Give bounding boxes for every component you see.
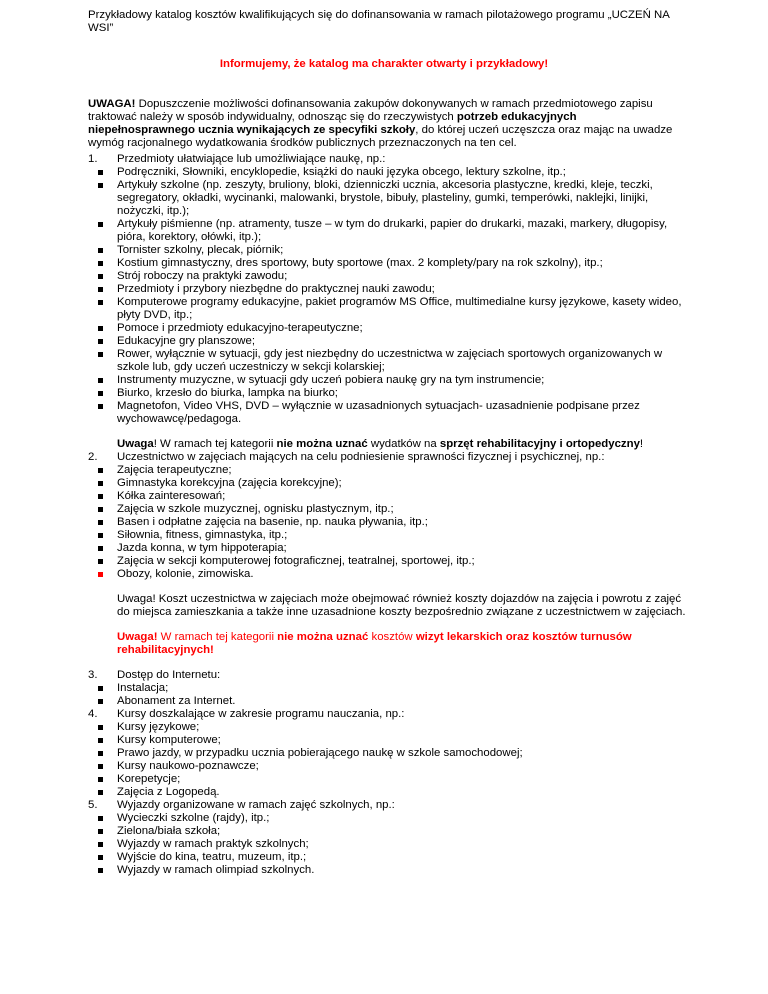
list-item: Artykuły szkolne (np. zeszyty, bruliony, bloki, dzienniczki ucznia, akcesoria plastyczne, kredki, kleje, teczki, segregatory, okładki, wycinanki, malowanki, brystole, bibuły, plasteliny, gumki, temperówki, naklejki, linijki, nożyczki, itp.); [88,179,688,218]
bullet-square-icon [98,699,103,704]
bullet-square-icon [98,855,103,860]
list-item: Zajęcia w szkole muzycznej, ognisku plastycznym, itp.; [88,503,688,516]
section-number: 2. [88,451,98,463]
intro-paragraph [88,98,684,150]
list-item: Zajęcia terapeutyczne; [88,464,688,477]
list-item: Kółka zainteresowań; [88,490,688,503]
list-item: Gimnastyka korekcyjna (zajęcia korekcyjne); [88,477,688,490]
section-2-note: Uwaga! Koszt uczestnictwa w zajęciach może obejmować również koszty dojazdów na zajęcia i powrotu z zajęć do miejsca zamieszkania a także inne uzasadnione koszty bezpośrednio związane z uczestnictwem w zajęciach. [117,593,686,618]
section-4-title: 4. Kursy doszkalające w zakresie programu nauczania, np.: [88,708,405,720]
bullet-square-icon [98,339,103,344]
list-item: Rower, wyłącznie w sytuacji, gdy jest niezbędny do uczestnictwa w zajęciach sportowych organizowanych w szkole lub, gdy uczeń uczestniczy w sekcji kolarskiej; [88,348,688,374]
bullet-square-icon [98,764,103,769]
bullet-square-icon [98,326,103,331]
list-item: Zajęcia z Logopedą. [88,786,688,799]
section-1-title: 1. Przedmioty ułatwiające lub umożliwiające naukę, np.: [88,153,386,165]
cost-categories-list [88,153,688,877]
list-item: Podręczniki, Słowniki, encyklopedie, książki do nauki języka obcego, lektury szkolne, itp.; [88,166,688,179]
list-item: Basen i odpłatne zajęcia na basenie, np. nauka pływania, itp.; [88,516,688,529]
bullet-square-icon [98,481,103,486]
document-header: Przykładowy katalog kosztów kwalifikujących się do dofinansowania w ramach pilotażowego programu „UCZEŃ NA WSI” [88,9,670,34]
bullet-square-icon [98,287,103,292]
list-item: Instalacja; [88,682,688,695]
list-item: Prawo jazdy, w przypadku ucznia pobierającego naukę w szkole samochodowej; [88,747,688,760]
list-item: Pomoce i przedmioty edukacyjno-terapeutyczne; [88,322,688,335]
bullet-square-icon [98,248,103,253]
list-item: Jazda konna, w tym hippoterapia; [88,542,688,555]
bullet-square-icon [98,725,103,730]
intro-emphasis: potrzeb edukacyjnych niepełnosprawnego ucznia wynikających ze specyfiki szkoły [88,111,577,136]
intro-text-2: , do której uczeń uczęszcza oraz mając na uwadze wymóg racjonalnego wydatkowania środków publicznych przeznaczonych na ten cel. [88,124,673,149]
list-item: Magnetofon, Video VHS, DVD – wyłącznie w uzasadnionych sytuacjach- uzasadnienie podpisane przez wychowawcę/pedagoga. [88,400,688,426]
bullet-square-icon [98,572,103,577]
list-item: Przedmioty i przybory niezbędne do praktycznej nauki zawodu; [88,283,688,296]
bullet-square-icon [98,222,103,227]
bullet-square-icon [98,777,103,782]
bullet-square-icon [98,738,103,743]
list-item: Siłownia, fitness, gimnastyka, itp.; [88,529,688,542]
list-item: Kostium gimnastyczny, dres sportowy, buty sportowe (max. 2 komplety/pary na rok szkolny), itp.; [88,257,688,270]
list-item: Strój roboczy na praktyki zawodu; [88,270,688,283]
list-item: Zajęcia w sekcji komputerowej fotograficznej, teatralnej, sportowej, itp.; [88,555,688,568]
bullet-square-icon [98,816,103,821]
bullet-square-icon [98,404,103,409]
bullet-square-icon [98,170,103,175]
bullet-square-icon [98,520,103,525]
bullet-square-icon [98,546,103,551]
bullet-square-icon [98,559,103,564]
bullet-square-icon [98,751,103,756]
section-number: 5. [88,799,98,811]
intro-warning-label: UWAGA! [88,98,136,110]
list-item: Wycieczki szkolne (rajdy), itp.; [88,812,688,825]
list-item: Tornister szkolny, plecak, piórnik; [88,244,688,257]
list-item: Wyjazdy w ramach praktyk szkolnych; [88,838,688,851]
list-item: Zielona/biała szkoła; [88,825,688,838]
bullet-square-icon [98,868,103,873]
bullet-square-icon [98,468,103,473]
bullet-square-icon [98,494,103,499]
list-item: Edukacyjne gry planszowe; [88,335,688,348]
list-item: Komputerowe programy edukacyjne, pakiet programów MS Office, multimedialne kursy językowe, kasety wideo, płyty DVD, itp.; [88,296,688,322]
list-item: Biurko, krzesło do biurka, lampka na biurko; [88,387,688,400]
section-2-title: 2. Uczestnictwo w zajęciach mających na celu podniesienie sprawności fizycznej i psychicznej, np.: [88,451,605,463]
bullet-square-icon [98,378,103,383]
bullet-square-icon [98,352,103,357]
bullet-square-icon [98,790,103,795]
bullet-square-icon [98,183,103,188]
list-item: Kursy komputerowe; [88,734,688,747]
bullet-square-icon [98,829,103,834]
list-item: Kursy językowe; [88,721,688,734]
section-5-title: 5. Wyjazdy organizowane w ramach zajęć szkolnych, np.: [88,799,395,811]
list-item: Abonament za Internet. [88,695,688,708]
list-item: Wyjazdy w ramach olimpiad szkolnych. [88,864,688,877]
list-item: Instrumenty muzyczne, w sytuacji gdy uczeń pobiera naukę gry na tym instrumencie; [88,374,688,387]
list-item: Artykuły piśmienne (np. atramenty, tusze – w tym do drukarki, papier do drukarki, mazaki, markery, długopisy, pióra, korektory, ołówki, itp.); [88,218,688,244]
section-1-warning: Uwaga! W ramach tej kategorii nie można uznać wydatków na sprzęt rehabilitacyjny i ortopedyczny! [117,438,644,450]
list-item: Kursy naukowo-poznawcze; [88,760,688,773]
list-item: Wyjście do kina, teatru, muzeum, itp.; [88,851,688,864]
list-item: Korepetycje; [88,773,688,786]
open-catalog-notice: Informujemy, że katalog ma charakter otwarty i przykładowy! [219,58,549,70]
bullet-square-icon [98,261,103,266]
section-number: 3. [88,669,98,681]
section-2-warning: Uwaga! W ramach tej kategorii nie można uznać kosztów wizyt lekarskich oraz kosztów turnusów rehabilitacyjnych! [117,631,632,656]
bullet-square-icon [98,507,103,512]
section-number: 4. [88,708,98,720]
bullet-square-icon [98,300,103,305]
bullet-square-icon [98,533,103,538]
bullet-square-icon [98,274,103,279]
list-item: Obozy, kolonie, zimowiska. [88,568,688,581]
bullet-square-icon [98,391,103,396]
section-3-title: 3. Dostęp do Internetu: [88,669,221,681]
section-number: 1. [88,153,98,165]
intro-text-1: Dopuszczenie możliwości dofinansowania zakupów dokonywanych w ramach przedmiotowego zapisu traktować należy w sposób indywidualny, odnosząc się do rzeczywistych [88,98,653,123]
bullet-square-icon [98,686,103,691]
bullet-square-icon [98,842,103,847]
